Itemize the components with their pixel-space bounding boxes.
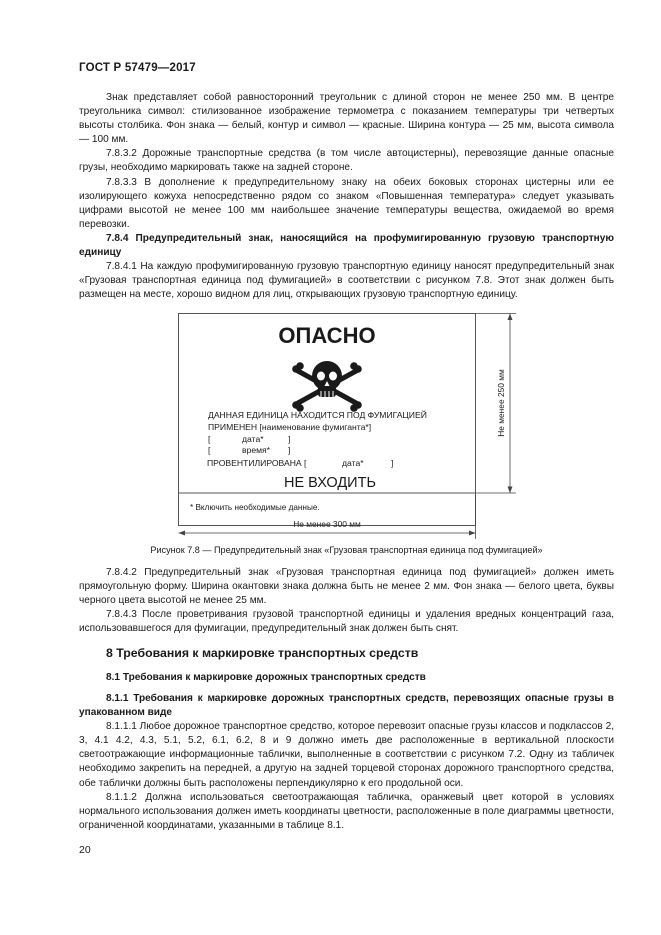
paragraph-7-8-4-3: 7.8.4.3 После проветривания грузовой транспортной единицы и удаления вредных концентраций газа, использовавшегося для фумигации, предупредительный знак должен быть снят. [79,609,614,635]
paragraph-7-8-3-3: 7.8.3.3 В дополнение к предупредительному знаку на обеих боковых сторонах цистерны или ее изолирующего кожуха непосредственно рядом со знаком «Повышенная температура» следует указывать цифрами высотой не менее 100 мм наибольшее значение температуры вещества, ожидаемой во время перевозки. [79,176,614,230]
text-block-bottom [79,692,614,833]
sign-time-field: время* [242,445,271,455]
figure-caption: Рисунок 7.8 — Предупредительный знак «Грузовая транспортная единица под фумигацией» [150,545,543,555]
paragraph-7-8-3-2: 7.8.3.2 Дорожные транспортные средства (в том числе автоцистерны), перевозящие данные опасные грузы, необходимо маркировать также на задней стороне. [79,148,614,174]
skull-crossbones-icon [292,361,362,412]
paragraph-8-1-1-1: 8.1.1.1 Любое дорожное транспортное средство, которое перевозит опасные грузы классов и подклассов 2, 3, 4.1 4.2, 4.3, 5.1, 5.2, 6.1, 6.2, 8 и 9 должно иметь две расположенные в вертикальной плоскости светоотражающие информационные таблички, выполненные в соответствии с рисунком 7.2. Одну из табличек необходимо закрепить на передней, а другую на задней торцевой сторонах дорожного транспортного средства, обе таблички должны быть расположены перпендикулярно к его продольной оси. [79,721,614,789]
sign-do-not-enter: НЕ ВХОДИТЬ [284,475,376,491]
sign-ventilated-label: ПРОВЕНТИЛИРОВАНА [ [207,458,307,468]
sign-line-unit-under-fumigation: ДАННАЯ ЕДИНИЦА НАХОДИТСЯ ПОД ФУМИГАЦИЕЙ [208,410,427,420]
sign-line-fumigant-applied: ПРИМЕНЕН [наименование фумиганта*] [208,422,372,432]
document-header: ГОСТ Р 57479—2017 [79,62,196,74]
sign-date-open-bracket: [ [208,434,211,444]
sign-ventilated-close-bracket: ] [391,458,394,468]
height-dimension-label: Не менее 250 мм [496,369,506,437]
width-dimension-label: Не менее 300 мм [293,519,361,529]
fumigation-sign-figure [170,305,530,540]
sign-title: ОПАСНО [278,323,376,348]
paragraph-7-8-4-1: 7.8.4.1 На каждую профумигированную грузовую транспортную единицу наносят предупредительный знак «Грузовая транспортная единица под фумигацией» в соответствии с рисунком 7.8. Этот знак должен быть размещен на месте, хорошо видном для лиц, открывающих грузовую транспортную единицу. [79,261,614,301]
sign-footnote: * Включить необходимые данные. [190,503,320,512]
paragraph-sign-description: Знак представляет собой равносторонний треугольник с длиной сторон не менее 250 мм. В центре треугольника символ: стилизованное изображение термометра с показанием температуры три четвертых высоты столбика. Фон знака — белый, контур и символ — красные. Ширина контура — 25 мм, высота символа — 100 мм. [79,92,614,146]
sign-date-close-bracket: ] [288,434,291,444]
width-dimension-line [179,495,476,539]
paragraph-7-8-4-2: 7.8.4.2 Предупредительный знак «Грузовая транспортная единица под фумигацией» должен иметь прямоугольную форму. Ширина окантовки знака должна быть не менее 2 мм. Фон знака — белого цвета, буквы черного цвета высотой не менее 25 мм. [79,567,614,607]
section-7-8-4-heading: 7.8.4 Предупредительный знак, наносящийся на профумигированную грузовую транспортную единицу [79,232,614,259]
section-8-1-heading: 8.1 Требования к маркировке дорожных транспортных средств [106,672,426,683]
paragraph-8-1-1-2: 8.1.1.2 Должна использоваться светоотражающая табличка, оранжевый цвет которой в условиях нормального использования должен иметь координаты цветности, расположенные в поле диаграммы цветности, ограниченной координатами, указанными в таблице 8.1. [79,791,614,831]
section-8-1-1-heading: 8.1.1 Требования к маркировке дорожных транспортных средств, перевозящих опасные грузы в упакованном виде [79,693,614,719]
text-block-top [79,91,614,302]
sign-date-field: дата* [242,434,264,444]
text-block-middle [79,566,614,636]
sign-time-open-bracket: [ [208,445,211,455]
sign-ventilated-date-field: дата* [342,458,364,468]
sign-time-close-bracket: ] [288,445,291,455]
section-8-heading: 8 Требования к маркировке транспортных средств [106,646,419,660]
page-number: 20 [79,844,91,856]
